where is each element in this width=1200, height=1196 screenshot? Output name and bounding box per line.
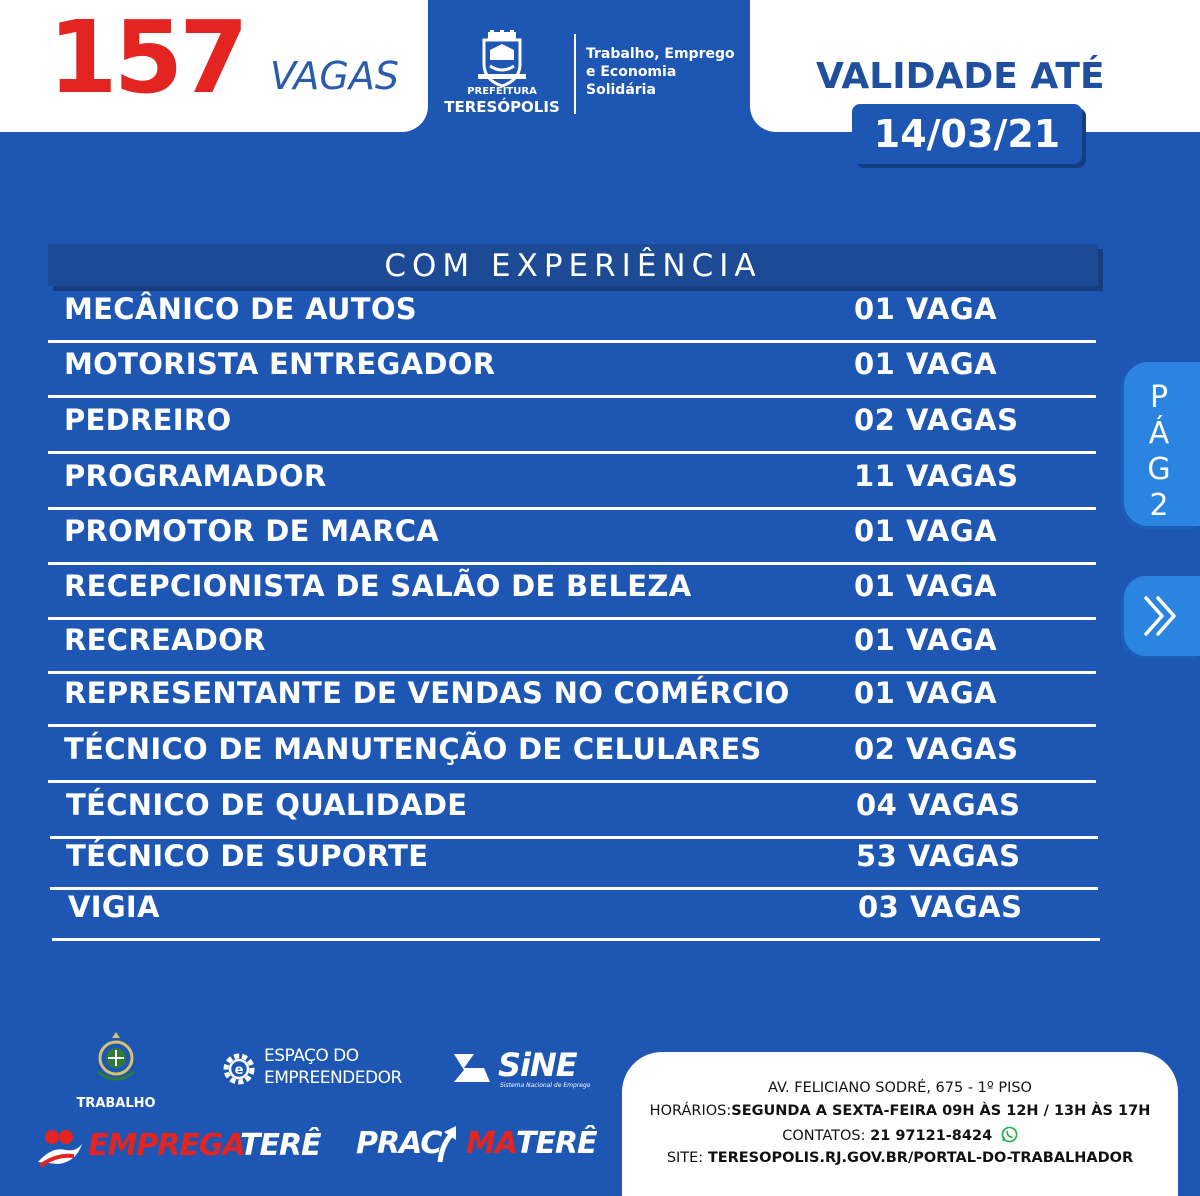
job-title: PROMOTOR DE MARCA <box>64 514 440 548</box>
hours-label: HORÁRIOS: <box>649 1103 732 1119</box>
total-vacancies-card <box>0 0 428 132</box>
job-count: 11 VAGAS <box>854 459 1019 493</box>
job-title: RECEPCIONISTA DE SALÃO DE BELEZA <box>64 569 692 603</box>
job-count: 01 VAGA <box>854 569 998 603</box>
contacts-label: CONTATOS: <box>782 1128 871 1144</box>
total-vacancies-label: VAGAS <box>270 54 399 98</box>
prefeitura-logo <box>440 30 750 122</box>
sine-logo <box>450 1046 590 1092</box>
address-line <box>622 1080 1178 1096</box>
job-title: TÉCNICO DE SUPORTE <box>66 839 429 873</box>
job-count: 01 VAGA <box>854 292 998 326</box>
espaco-line-1: ESPAÇO DO <box>264 1046 359 1066</box>
job-count: 02 VAGAS <box>854 732 1019 766</box>
job-title: PROGRAMADOR <box>64 459 327 493</box>
address-text: AV. FELICIANO SODRÉ, 675 - 1º PISO <box>768 1080 1032 1096</box>
contacts-phone[interactable]: 21 97121-8424 <box>870 1128 993 1144</box>
empregatere-part-1: EMPREGA <box>88 1128 245 1163</box>
job-row <box>52 884 1100 941</box>
next-page-button[interactable] <box>1124 576 1200 656</box>
page-letter: 2 <box>1149 488 1169 523</box>
up-arrow-icon <box>436 1122 468 1166</box>
gear-icon <box>218 1048 260 1090</box>
job-row <box>48 563 1096 620</box>
double-chevron-right-icon <box>1132 588 1188 644</box>
contacts-line <box>622 1126 1178 1144</box>
validity-date: 14/03/21 <box>873 112 1061 156</box>
state-crest-icon <box>94 1032 138 1088</box>
page-letter: P <box>1149 380 1169 415</box>
validity-label: VALIDADE ATÉ <box>816 56 1105 97</box>
job-title: PEDREIRO <box>64 403 232 437</box>
job-count: 53 VAGAS <box>856 839 1021 873</box>
pracamatere-logo <box>356 1122 596 1170</box>
svg-text:e: e <box>234 1063 244 1078</box>
page-indicator-text <box>1124 380 1194 524</box>
pracamatere-part-3: TERÊ <box>516 1126 597 1161</box>
site-label: SITE: <box>666 1150 708 1166</box>
page-letter: G <box>1147 452 1171 487</box>
job-row <box>50 833 1098 890</box>
hours-value: SEGUNDA A SEXTA-FEIRA 09H ÀS 12H / 13H ÀS 17H <box>731 1103 1151 1119</box>
espaco-line-2: EMPREENDEDOR <box>264 1068 402 1088</box>
job-row <box>50 782 1098 839</box>
job-count: 01 VAGA <box>854 676 998 710</box>
espaco-empreendedor-logo <box>218 1044 402 1096</box>
pracamatere-part-2: MA <box>466 1126 518 1161</box>
job-title: MOTORISTA ENTREGADOR <box>64 347 496 381</box>
secretariat-line-3: Solidária <box>586 82 656 98</box>
job-count: 01 VAGA <box>854 623 998 657</box>
site-line <box>622 1150 1178 1166</box>
people-icon <box>36 1128 84 1168</box>
section-header <box>48 244 1098 286</box>
job-count: 03 VAGAS <box>858 890 1023 924</box>
job-title: TÉCNICO DE MANUTENÇÃO DE CELULARES <box>64 732 762 766</box>
sine-label: SiNE <box>498 1046 577 1084</box>
section-title: COM EXPERIÊNCIA <box>384 248 762 284</box>
job-row <box>48 617 1096 674</box>
pracamatere-part-1: PRAC <box>356 1126 442 1161</box>
city-name: TERESÓPOLIS <box>444 98 560 116</box>
trabalho-label: TRABALHO <box>76 1096 156 1111</box>
trabalho-logo <box>68 1032 164 1114</box>
job-row <box>48 508 1096 565</box>
sine-mark-icon <box>450 1048 494 1088</box>
contact-card <box>622 1052 1178 1196</box>
empregatere-part-2: TERÊ <box>240 1128 321 1163</box>
prefeitura-label: PREFEITURA <box>467 86 537 97</box>
validity-date-badge <box>852 104 1082 164</box>
secretariat-line-2: e Economia <box>586 64 677 80</box>
job-row <box>48 726 1096 783</box>
page-indicator-tab <box>1124 362 1200 526</box>
hours-line <box>622 1103 1178 1119</box>
job-row <box>48 286 1096 343</box>
job-title: REPRESENTANTE DE VENDAS NO COMÉRCIO <box>64 676 790 710</box>
logo-divider <box>574 34 576 114</box>
job-count: 04 VAGAS <box>856 788 1021 822</box>
job-title: TÉCNICO DE QUALIDADE <box>66 788 468 822</box>
city-crest-icon <box>474 30 530 88</box>
sine-subtitle: Sistema Nacional de Emprego <box>500 1082 591 1089</box>
job-row <box>48 453 1096 510</box>
secretariat-line-1: Trabalho, Emprego <box>586 46 735 62</box>
job-count: 01 VAGA <box>854 514 998 548</box>
site-link[interactable]: TERESOPOLIS.RJ.GOV.BR/PORTAL-DO-TRABALHADOR <box>707 1150 1134 1166</box>
job-row <box>48 397 1096 454</box>
total-vacancies-number: 157 <box>48 0 245 116</box>
page-letter: Á <box>1148 416 1170 451</box>
job-row <box>48 670 1096 727</box>
whatsapp-icon <box>1001 1126 1018 1143</box>
job-count: 01 VAGA <box>854 347 998 381</box>
job-row <box>48 341 1096 398</box>
empregatere-logo <box>36 1126 326 1170</box>
job-title: MECÂNICO DE AUTOS <box>64 292 417 326</box>
job-count: 02 VAGAS <box>854 403 1019 437</box>
job-title: RECREADOR <box>64 623 266 657</box>
job-title: VIGIA <box>68 890 160 924</box>
